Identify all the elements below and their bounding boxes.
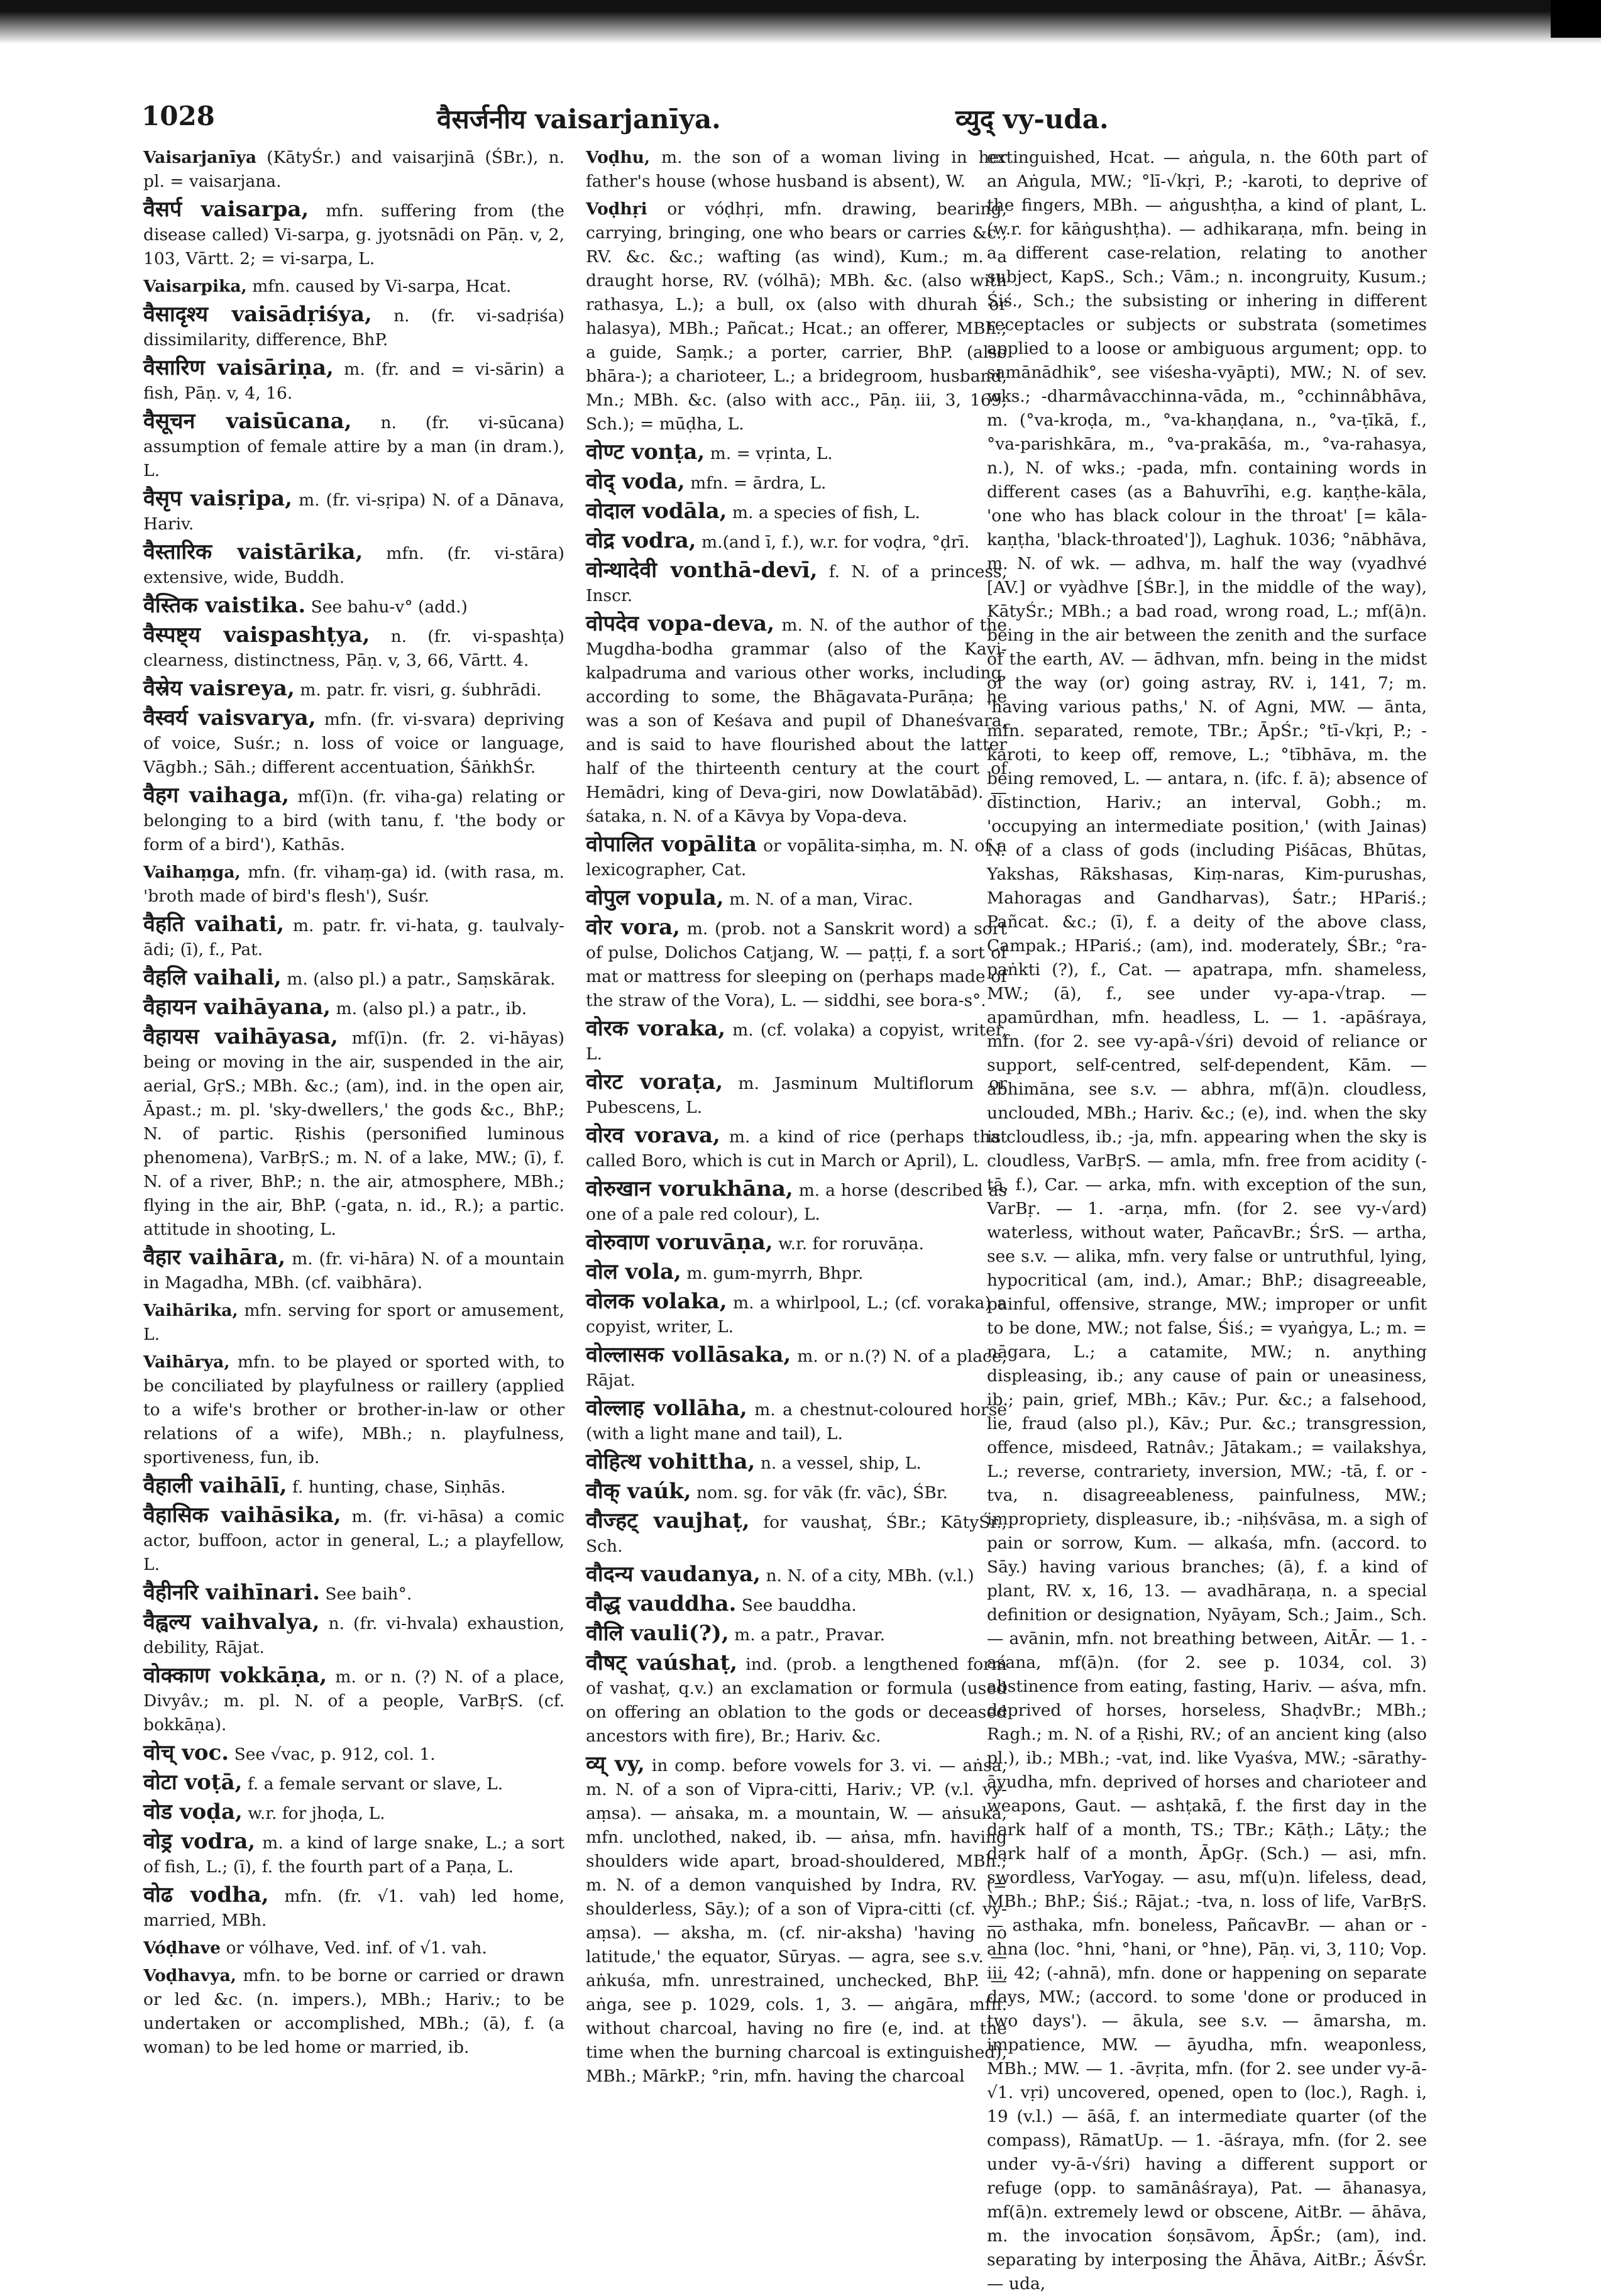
- entry-headword: वोपुल vopula,: [586, 885, 724, 910]
- dictionary-entry: [586, 558, 1007, 608]
- dictionary-entry: [586, 1592, 1007, 1618]
- page-number: 1028: [141, 101, 215, 131]
- dictionary-entry: [586, 197, 1007, 436]
- scan-corner: [1551, 0, 1601, 38]
- entry-definition: m. N. of the author of the Mugdha-bodha grammar (also of the Kavi-kalpadruma and various other works, including, according to some, the Bhāgavata-Purāṇa; he was a son of Keśava and pupil of Dhaneśvara, and is said to have flourished about the latter half of the thirteenth century at the court of Hemādri, king of Deva-giri, now Dowlatābād). — śataka, n. N. of a Kāvya by Vopa-deva.: [586, 615, 1007, 826]
- entry-definition: or vólhave, Ved. inf. of √1. vah.: [226, 1938, 487, 1958]
- entry-definition: m. the son of a woman living in her father's house (whose husband is absent), W.: [586, 148, 1007, 191]
- entry-definition: f. a female servant or slave, L.: [247, 1774, 503, 1794]
- entry-definition: m. = vṛinta, L.: [710, 444, 833, 463]
- entry-definition: m. a species of fish, L.: [732, 503, 920, 522]
- entry-headword: वोपालित vopālita: [586, 832, 757, 857]
- entry-definition: mfn. (fr. vi-svara) depriving of voice, Suśr.; n. loss of voice or language, Vāgbh.; Sāh.; different accentuation, ŚāṅkhŚr.: [143, 710, 564, 777]
- entry-definition: m. (fr. vi-sṛipa) N. of a Dānava, Hariv.: [143, 490, 564, 534]
- dictionary-entry: [143, 676, 564, 702]
- entry-definition: f. hunting, chase, Siṇhās.: [292, 1477, 506, 1497]
- dictionary-entry: [586, 1070, 1007, 1120]
- dictionary-entry: [143, 1830, 564, 1879]
- entry-definition: (KātyŚr.) and vaisarjinā (ŚBr.), n. pl. = vaisarjana.: [143, 148, 564, 191]
- entry-headword: वैसृप vaisṛipa,: [143, 486, 292, 511]
- dictionary-entry: [586, 1230, 1007, 1256]
- entry-definition: m. or n.(?) N. of a place, Rājat.: [586, 1347, 1007, 1390]
- entry-headword: वोरुखान vorukhāna,: [586, 1176, 793, 1201]
- entry-definition: mfn. (fr. vi-stāra) extensive, wide, Buddh.: [143, 544, 565, 587]
- entry-definition: mf(ī)n. (fr. viha-ga) relating or belonging to a bird (with tanu, f. 'the body or form of a bird'), Kathās.: [143, 787, 564, 854]
- dictionary-entry: [143, 1299, 564, 1347]
- entry-definition: w.r. for roruvāṇa.: [778, 1234, 924, 1254]
- entry-definition: mfn. = ārdra, L.: [690, 473, 827, 493]
- entry-definition: m. patr. fr. visri, g. śubhrādi.: [300, 680, 542, 700]
- entry-definition: w.r. for jhoḍa, L.: [248, 1804, 385, 1823]
- dictionary-entry: [586, 440, 1007, 466]
- entry-headword: वोच् voc.: [143, 1740, 229, 1765]
- entry-headword: वैस्तिक vaistika.: [143, 593, 306, 618]
- dictionary-entry: [143, 623, 564, 673]
- dictionary-entry: [143, 966, 564, 991]
- entry-definition: or vóḍhṛi, mfn. drawing, bearing, carrying, bringing, one who bears or carries &c., RV. &c. &c.; wafting (as wind), Kum.; m. a draught horse, RV. (vólhā); MBh. &c. (also with rathasya, L.); a bull, ox (also with dhurah or halasya), MBh.; Pañcat.; Hcat.; an offerer, MBh.; a guide, Saṃk.; a porter, carrier, BhP. (also bhāra-); a charioteer, L.; a bridegroom, husband, Mn.; MBh. &c. (also with acc., Pāṇ. iii, 3, 169, Sch.); = mūḍha, L.: [586, 199, 1007, 434]
- entry-headword: वैहति vaihati,: [143, 912, 285, 937]
- dictionary-entry: [586, 1289, 1007, 1339]
- entry-headword: वोद् voda,: [586, 469, 685, 494]
- entry-definition: mfn. (fr. vihaṃ-ga) id. (with rasa, m. 'broth made of bird's flesh'), Suśr.: [143, 863, 564, 906]
- entry-headword: वोड्र vodra,: [143, 1829, 256, 1854]
- entry-definition: nom. sg. for vāk (fr. vāc), ŚBr.: [696, 1483, 948, 1503]
- entry-definition: m. a whirlpool, L.; (cf. voraka) a copyist, writer, L.: [586, 1293, 1007, 1337]
- entry-headword: वैस्पष्ट्य vaispashṭya,: [143, 622, 370, 648]
- entry-headword: वोद्र vodra,: [586, 528, 696, 553]
- entry-headword: वोर vora,: [586, 915, 680, 940]
- dictionary-entry: [143, 197, 564, 271]
- entry-headword: वैसर्प vaisarpa,: [143, 197, 309, 222]
- dictionary-entry: [143, 356, 564, 406]
- entry-headword: व्य् vy,: [586, 1752, 645, 1777]
- dictionary-entry: [143, 783, 564, 857]
- entry-headword: वैहार vaihāra,: [143, 1245, 286, 1270]
- dictionary-entry: [143, 302, 564, 352]
- dictionary-entry: [143, 409, 564, 483]
- entry-headword: वौक् vaúk,: [586, 1479, 691, 1504]
- entry-definition: mfn. to be played or sported with, to be conciliated by playfulness or raillery (applied to a wife's brother or brother-in-law or other relations of a wife), MBh.; n. playfulness, sportiveness, fun, ib.: [143, 1352, 564, 1467]
- entry-definition: m. a patr., Pravar.: [734, 1625, 886, 1645]
- dictionary-entry: [143, 1741, 564, 1767]
- entry-headword: वोरव vorava,: [586, 1123, 720, 1148]
- entry-headword: वौज्हट् vaujhaṭ,: [586, 1508, 750, 1533]
- dictionary-entry: [586, 146, 1007, 194]
- dictionary-entry: [143, 1581, 564, 1606]
- entry-definition: mfn. suffering from (the disease called) Vi-sarpa, g. jyotsnādi on Pāṇ. v, 2, 103, Vārtt. 2; = vi-sarpa, L.: [143, 201, 564, 268]
- dictionary-entry: [586, 470, 1007, 495]
- entry-headword: वैसारिण vaisāriṇa,: [143, 355, 334, 380]
- dictionary-entry: [143, 995, 564, 1021]
- page-header: [141, 101, 1493, 138]
- entry-definition: n. N. of a city, MBh. (v.l.): [766, 1566, 974, 1586]
- entry-headword: वोलक volaka,: [586, 1289, 727, 1314]
- dictionary-entry: [586, 1479, 1007, 1505]
- dictionary-entry: [586, 1177, 1007, 1227]
- dictionary-entry: [143, 275, 564, 299]
- entry-headword: वोदाल vodāla,: [586, 499, 727, 524]
- entry-definition: n. (fr. vi-hvala) exhaustion, debility, Rājat.: [143, 1614, 564, 1657]
- dictionary-entry: [143, 861, 564, 908]
- dictionary-entry: [586, 499, 1007, 525]
- entry-headword: वैस्वर्य vaisvarya,: [143, 705, 316, 731]
- entry-definition: f. N. of a princess, Inscr.: [586, 562, 1007, 605]
- dictionary-entry: [586, 1017, 1007, 1066]
- dictionary-entry: [586, 886, 1007, 912]
- entry-definition: See √vac, p. 912, col. 1.: [234, 1745, 436, 1764]
- dictionary-entry: [143, 146, 564, 194]
- dictionary-entry: [143, 706, 564, 780]
- dictionary-entry: [586, 1343, 1007, 1393]
- entry-definition: m. (fr. and = vi-sārin) a fish, Pāṇ. v, 4, 16.: [143, 360, 564, 403]
- entry-headword: वोल्लासक vollāsaka,: [586, 1342, 791, 1367]
- entry-definition: m. (fr. vi-hāsa) a comic actor, buffoon, actor in general, L.; a playfellow, L.: [143, 1507, 564, 1574]
- entry-definition: ind. (prob. a lengthened form of vashaṭ, q.v.) an exclamation or formula (used on offering an oblation to the gods or deceased ancestors with fire), Br.; Hariv. &c.: [586, 1655, 1007, 1746]
- dictionary-entry: [143, 1936, 564, 1960]
- dictionary-entry: [586, 1651, 1007, 1748]
- entry-definition: mf(ī)n. (fr. 2. vi-hāyas) being or moving in the air, suspended in the air, aerial, GṛS.; MBh. &c.; (am), ind. in the open air, Āpast.; m. pl. 'sky-dwellers,' the gods &c., BhP.; N. of partic. Ṛishis (personified luminous phenomena), VarBṛS.; m. N. of a lake, MW.; (ī), f. N. of a river, BhP.; n. the air, atmosphere, MBh.; flying in the air, BhP. (-gata, n. id., R.); a partic. attitude in shooting, L.: [143, 1029, 564, 1239]
- entry-definition: m.(and ī, f.), w.r. for voḍra, °ḍrī.: [701, 533, 970, 552]
- entry-headword: वोहित्थ vohittha,: [586, 1449, 756, 1474]
- entry-definition: mfn. to be borne or carried or drawn or led &c. (n. impers.), MBh.; Hariv.; to be undertaken or accomplished, MBh.; (ā), f. (a woman) to be led home or married, ib.: [143, 1966, 564, 2057]
- dictionary-entry: [143, 487, 564, 536]
- dictionary-entry: [586, 1123, 1007, 1173]
- dictionary-entry: [586, 529, 1007, 555]
- entry-definition: m. or n. (?) N. of a place, Divyâv.; m. pl. N. of a people, VarBṛS. (cf. bokkāṇa).: [143, 1667, 564, 1735]
- entry-headword: वैसादृश्य vaisādṛiśya,: [143, 302, 372, 327]
- entry-definition: m. patr. fr. vi-hata, g. taulvaly-ādi; (ī), f., Pat.: [143, 916, 564, 959]
- entry-headword: वोण्ट vonṭa,: [586, 439, 705, 465]
- dictionary-entry: [143, 1800, 564, 1826]
- dictionary-entry: [586, 1450, 1007, 1476]
- entry-definition: m. gum-myrrh, Bhpr.: [686, 1264, 864, 1283]
- dictionary-entry: [586, 1621, 1007, 1647]
- left-running-head: वैसर्जनीय vaisarjanīya.: [437, 104, 721, 135]
- entry-headword: वैह्वल्य vaihvalya,: [143, 1609, 320, 1635]
- entry-headword: वोरक voraka,: [586, 1016, 726, 1041]
- entry-definition: for vaushaṭ, ŚBr.; KātyŚr., Sch.: [586, 1513, 1007, 1556]
- column-1: [143, 146, 565, 2057]
- entry-headword: वैहीनरि vaihīnari.: [143, 1580, 320, 1605]
- entry-definition: m. a kind of large snake, L.; a sort of fish, L.; (ī), f. the fourth part of a Paṇa, L.: [143, 1833, 564, 1877]
- dictionary-entry: [143, 1245, 564, 1295]
- dictionary-entry: [143, 1770, 564, 1796]
- entry-headword: वोल्लाह vollāha,: [586, 1396, 747, 1421]
- entry-headword: वैहायन vaihāyana,: [143, 995, 331, 1020]
- dictionary-entry: [143, 912, 564, 962]
- entry-definition: extinguished, Hcat. — aṅgula, n. the 60th part of an Aṅgula, MW.; °lī-√kṛi, P.; -karoti, to deprive of the fingers, MBh. — aṅgushṭha, a kind of plant, L. (w.r. for kāṅgushṭha). — adhikaraṇa, mfn. being in a different case-relation, relating to another subject, KapS., Sch.; Vām.; n. incongruity, Kusum.; Śiś., Sch.; the subsisting or inhering in different receptacles or subjects or substrata (sometimes applied to a loose or ambiguous argument; opp. to samānādhik°, see viśesha-vyāpti), MW.; N. of sev. wks.; -dharmâvacchinna-vāda, m., °cchinnâbhāva, m. (°va-kroḍa, m., °va-khaṇḍana, n., °va-ṭīkā, f., °va-parishkāra, m., °va-prakāśa, m., °va-rahasya, n.), N. of wks.; -pada, mfn. containing words in different cases (as a Bahuvrīhi, e.g. kaṇṭhe-kāla, 'one who has black colour in the throat' [= kāla-kaṇṭha, 'black-throated']), Laghuk. 1036; °nābhāva, m. N. of wk. — adhva, m. half the way (vyadhvé [AV.] or vyàdhve [ŚBr.], in the middle of the way), KātyŚr.; MBh.; a bad road, wrong road, L.; mf(ā)n. being in the air between the zenith and the surface of the earth, AV. — ādhvan, mfn. being in the midst of the way (or) going astray, RV. i, 141, 7; m. 'having various paths,' N. of Agni, MW. — ānta, mfn. separated, remote, TBr.; ĀpŚr.; °tī-√kṛi, P.; -karoti, to keep off, remove, L.; °tībhāva, m. the being removed, L. — antara, n. (ifc. f. ā); absence of distinction, Hariv.; an interval, Gobh.; m. 'occupying an intermediate position,' (with Jainas) N. of a class of gods (including Piśācas, Bhūtas, Yakshas, Rākshasas, Kiṃ-naras, Kim-purushas, Mahoragas and Gandharvas), Śatr.; HPariś.; Pañcat. &c.; (ī), f. a deity of the above class, Campak.; HPariś.; (am), ind. moderately, ŚBr.; °ra-paṅkti (?), f., Cat. — apatrapa, mfn. shameless, MW.; (ā), f., see under vy-apa-√trap. — apamūrdhan, mfn. headless, L. — 1. -apāśraya, mfn. (for 2. see vy-apâ-√śri) devoid of reliance or support, self-centred, self-dependent, Kām. — abhimāna, see s.v. — abhra, mf(ā)n. cloudless, unclouded, MBh.; Hariv. &c.; (e), ind. when the sky is cloudless, ib.; -ja, mfn. appearing when the sky is cloudless, VarBṛS. — amla, mfn. free from acidity (-tā, f.), Car. — arka, mfn. with exception of the sun, VarBṛ. — 1. -arṇa, mfn. (for 2. see vy-√ard) waterless, without water, PañcavBr.; ŚrS. — artha, see s.v. — alika, mfn. very false or untruthful, lying, hypocritical (am, ind.), Amar.; BhP.; disagreeable, painful, offensive, strange, MW.; improper or unfit to be done, MW.; not false, Śiś.; = vyaṅgya, L.; m. = nāgara, L.; a catamite, MW.; n. anything displeasing, ib.; any cause of pain or uneasiness, ib.; pain, grief, MBh.; Kāv.; Pur. &c.; a falsehood, lie, fraud (also pl.), Kāv.; Pur. &c.; transgression, offence, misdeed, Ratnâv.; Jātakam.; = vailakshya, L.; reverse, contrariety, inversion, MW.; -tā, f. or -tva, n. disagreeableness, painfulness, MW.; impropriety, displeasure, ib.; -niḥśvāsa, m. a sigh of pain or sorrow, Kum. — alkaśa, mfn. (accord. to Sāy.) having various branches; (ā), f. a kind of plant, RV. x, 16, 13. — avadhāraṇa, n. a special definition or designation, Nyāyam, Sch.; Jaim., Sch. — avānin, mfn. not breathing between, AitĀr. — 1. -aśana, mf(ā)n. (for 2. see p. 1034, col. 3) abstinence from eating, fasting, Hariv. — aśva, mfn. deprived of horses, horseless, ShaḍvBr.; MBh.; Ragh.; m. N. of a Ṛishi, RV.; of an ancient king (also pl.), ib.; MBh.; -vat, ind. like Vyaśva, MW.; -sārathy-āyudha, mfn. deprived of horses and charioteer and weapons, Gaut. — ashṭakā, f. the first day in the dark half of a month, TS.; TBr.; Kāṭh.; Lāṭy.; the dark half of a month, ĀpGṛ. (Sch.) — asi, mfn. swordless, VarYogay. — asu, mf(u)n. lifeless, dead, MBh.; BhP.; Śiś.; Rājat.; -tva, n. loss of life, VarBṛS. — asthaka, mfn. boneless, PañcavBr. — ahan or -ahna (loc. °hni, °hani, or °hne), Pāṇ. vi, 3, 110; Vop. iii, 42; (-ahnā), mfn. done or happening on separate days, MW.; (accord. to some 'done or produced in two days'). — ākula, see s.v. — āmarsha, m. impatience, MW. — āyudha, mfn. weaponless, MBh.; MW. — 1. -āvṛita, mfn. (for 2. see under vy-ā-√1. vṛi) uncovered, opened, open to (loc.), Ragh. i, 19 (v.l.) — āśā, f. an intermediate quarter (of the compass), RāmatUp. — 1. -āśraya, mfn. (for 2. see under vy-ā-√śri) having a different support or refuge (opp. to samānâśraya), Pat. — āhanasya, mf(ā)n. extremely lewd or obscene, AitBr. — āhāva, m. the invocation śoṇsāvom, ĀpŚr.; (am), ind. separating by interposing the Āhāva, AitBr.; ĀśvŚr. — uda,: [987, 148, 1427, 2293]
- entry-definition: or vopālita-siṃha, m. N. of a lexicographer, Cat.: [586, 836, 1007, 880]
- column-2: [586, 146, 1008, 2086]
- dictionary-entry: [586, 612, 1007, 829]
- entry-headword: Vaihārika,: [143, 1301, 238, 1320]
- entry-definition: n. a vessel, ship, L.: [760, 1454, 922, 1473]
- entry-headword: Vaihaṃga,: [143, 863, 241, 882]
- entry-headword: Vaisarjanīya: [143, 148, 257, 167]
- entry-definition: mfn. serving for sport or amusement, L.: [143, 1301, 564, 1344]
- dictionary-entry: [143, 1350, 564, 1470]
- dictionary-entry: [586, 1752, 1007, 2089]
- dictionary-entry: [586, 1260, 1007, 1286]
- dictionary-entry: [143, 1883, 564, 1933]
- entry-definition: See bahu-v° (add.): [311, 597, 468, 617]
- entry-headword: वोरट voraṭa,: [586, 1069, 723, 1095]
- entry-headword: वैहासिक vaihāsika,: [143, 1503, 341, 1528]
- dictionary-entry: [143, 1664, 564, 1737]
- entry-headword: वौषट् vaúshaṭ,: [586, 1650, 738, 1675]
- entry-headword: Vóḍhave: [143, 1938, 221, 1958]
- entry-definition: m. N. of a man, Virac.: [729, 890, 913, 909]
- dictionary-entry: [143, 1610, 564, 1660]
- entry-headword: Voḍhu,: [586, 148, 651, 167]
- entry-definition: m. (also pl.) a patr., Saṃskārak.: [287, 969, 556, 989]
- entry-headword: वैस्रेय vaisreya,: [143, 676, 295, 701]
- dictionary-entry: [586, 1396, 1007, 1446]
- entry-definition: m. (cf. volaka) a copyist, writer, L.: [586, 1020, 1007, 1064]
- entry-definition: m. (prob. not a Sanskrit word) a sort of pulse, Dolichos Catjang, W. — paṭṭi, f. a sort of mat or mattress for sleeping on (perhaps made of the straw of the Vora), L. — siddhi, see bora-s°.: [586, 919, 1007, 1010]
- entry-headword: वैस्तारिक vaistārika,: [143, 539, 363, 565]
- entry-headword: वोपदेव vopa-deva,: [586, 611, 775, 636]
- entry-headword: वैहलि vaihali,: [143, 965, 282, 990]
- entry-definition: n. (fr. vi-spashṭa) clearness, distinctness, Pāṇ. v, 3, 66, Vārtt. 4.: [143, 627, 564, 670]
- entry-headword: वोटा voṭā,: [143, 1770, 243, 1795]
- scan-edge-shadow: [0, 0, 1601, 44]
- entry-headword: वौदन्य vaudanya,: [586, 1562, 761, 1587]
- entry-headword: वैहाली vaihālī,: [143, 1473, 287, 1498]
- dictionary-entry: [987, 146, 1427, 2296]
- entry-headword: वोक्काण vokkāṇa,: [143, 1663, 327, 1688]
- entry-definition: m. a horse (described as one of a pale red colour), L.: [586, 1181, 1008, 1224]
- entry-headword: Vaisarpika,: [143, 277, 247, 296]
- entry-headword: वोन्थादेवी vonthā-devī,: [586, 558, 818, 583]
- dictionary-entry: [143, 1474, 564, 1499]
- entry-definition: m. a kind of rice (perhaps that called Boro, which is cut in March or April), L.: [586, 1127, 1007, 1171]
- entry-headword: वोरुवाण voruvāṇa,: [586, 1230, 773, 1255]
- entry-headword: वोल vola,: [586, 1259, 681, 1284]
- dictionary-entry: [586, 915, 1007, 1013]
- entry-definition: See baih°.: [325, 1584, 412, 1604]
- dictionary-entry: [143, 540, 564, 590]
- entry-headword: वोढ vodha,: [143, 1882, 269, 1907]
- entry-definition: n. (fr. vi-sūcana) assumption of female attire by a man (in dram.), L.: [143, 413, 564, 480]
- entry-headword: Vaihārya,: [143, 1352, 230, 1372]
- entry-definition: m. (also pl.) a patr., ib.: [336, 999, 527, 1018]
- dictionary-entry: [586, 1509, 1007, 1559]
- entry-definition: mfn. (fr. √1. vah) led home, married, MBh.: [143, 1887, 564, 1930]
- entry-headword: वौलि vauli(?),: [586, 1621, 729, 1646]
- entry-definition: m. Jasminum Multiflorum or Pubescens, L.: [586, 1074, 1007, 1117]
- entry-definition: mfn. caused by Vi-sarpa, Hcat.: [252, 277, 512, 296]
- entry-headword: Voḍhṛi: [586, 199, 647, 219]
- entry-definition: See bauddha.: [741, 1596, 857, 1615]
- entry-definition: n. (fr. vi-sadṛiśa) dissimilarity, difference, BhP.: [143, 306, 564, 350]
- entry-headword: वैहायस vaihāyasa,: [143, 1024, 338, 1049]
- entry-definition: in comp. before vowels for 3. vi. — aṅsa, m. N. of a son of Vipra-citti, Hariv.; VP. (v.l. vy-aṃsa). — aṅsaka, m. a mountain, W. — aṅsuka, mfn. unclothed, naked, ib. — aṅsa, mfn. having shoulders wide apart, broad-shouldered, MBh.; m. N. of a demon vanquished by Indra, RV. (= shoulderless, Sāy.); of a son of Vipra-citti (cf. vy-aṃsa). — aksha, m. (cf. nir-aksha) 'having no latitude,' the equator, Sūryas. — agra, see s.v. — aṅkuśa, mfn. unrestrained, unchecked, BhP. — aṅga, see p. 1029, cols. 1, 3. — aṅgāra, mfn. without charcoal, having no fire (e, ind. at the time when the burning charcoal is extinguished), MBh.; MārkP.; °rin, mfn. having the charcoal: [586, 1756, 1008, 2086]
- dictionary-entry: [143, 593, 564, 619]
- entry-headword: वोड voḍa,: [143, 1799, 243, 1824]
- entry-headword: वैहग vaihaga,: [143, 783, 290, 808]
- dictionary-entry: [143, 1503, 564, 1577]
- dictionary-entry: [143, 1025, 564, 1242]
- column-3: [987, 146, 1427, 2293]
- entry-definition: m. (fr. vi-hāra) N. of a mountain in Magadha, MBh. (cf. vaibhāra).: [143, 1249, 564, 1293]
- entry-headword: वैसूचन vaisūcana,: [143, 409, 352, 434]
- right-running-head: व्युद् vy-uda.: [955, 104, 1109, 135]
- dictionary-entry: [143, 1964, 564, 2060]
- entry-definition: m. a chestnut-coloured horse (with a light mane and tail), L.: [586, 1400, 1007, 1443]
- entry-headword: Voḍhavya,: [143, 1966, 236, 1985]
- entry-headword: वौद्ध vauddha.: [586, 1591, 737, 1616]
- dictionary-entry: [586, 832, 1007, 882]
- dictionary-entry: [586, 1562, 1007, 1588]
